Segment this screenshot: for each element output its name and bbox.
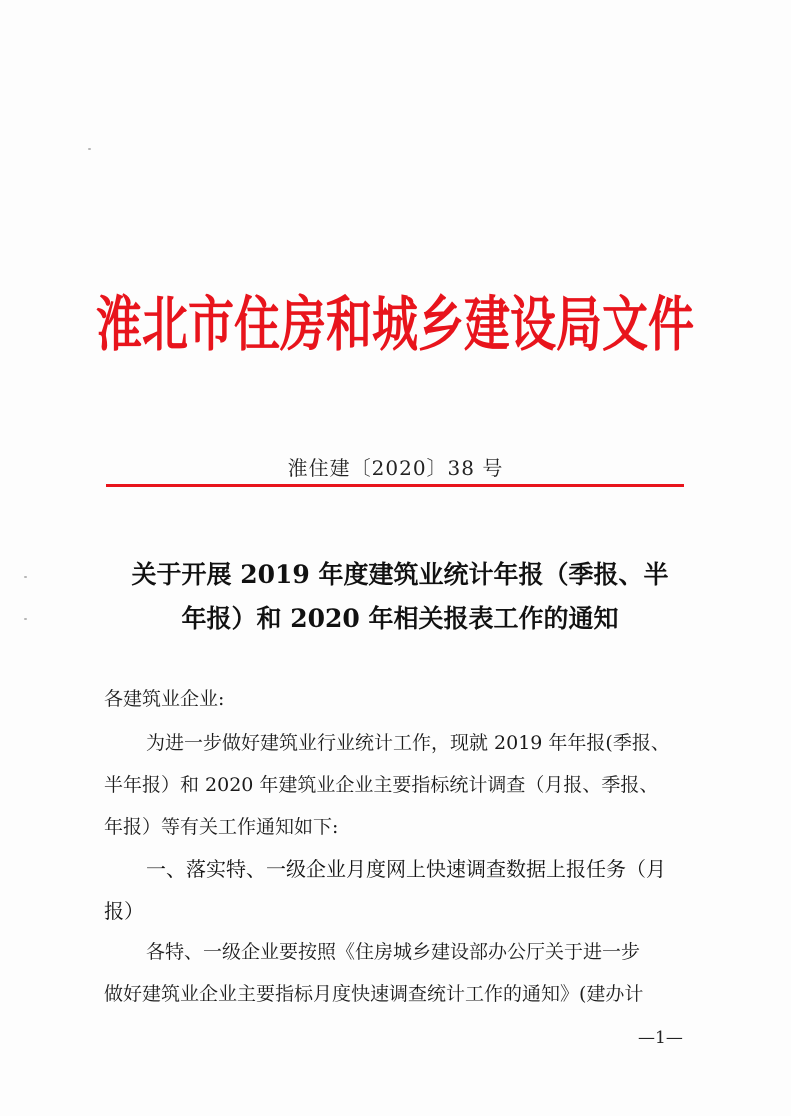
paragraph-2-line-1: 各特、一级企业要按照《住房城乡建设部办公厅关于进一步 [146,941,641,963]
issuer-heading: 淮北市住房和城乡建设局文件 [96,288,694,360]
scan-speck [24,576,27,578]
document-number: 淮住建〔2020〕38 号 [287,456,504,480]
page-number: —1— [638,1028,683,1048]
paragraph-1-line-3: 年报）等有关工作通知如下: [104,816,339,838]
title-line-2: 年报）和 2020 年相关报表工作的通知 [181,604,619,633]
paragraph-1-line-1: 为进一步做好建筑业行业统计工作，现就 2019 年年报(季报、 [146,732,670,754]
title-line-1: 关于开展 2019 年度建筑业统计年报（季报、半 [131,560,669,589]
section-1-heading-line-2: 报） [104,899,144,923]
red-divider-line [106,484,684,487]
paragraph-1-line-2: 半年报）和 2020 年建筑业企业主要指标统计调查（月报、季报、 [104,774,659,796]
section-1-heading-line-1: 一、落实特、一级企业月度网上快速调查数据上报任务（月 [146,857,666,881]
scan-speck [24,618,27,620]
salutation: 各建筑业企业: [104,688,225,710]
document-title [90,553,710,641]
paragraph-2-line-2: 做好建筑业企业主要指标月度快速调查统计工作的通知》(建办计 [104,983,644,1005]
scan-speck [88,148,91,150]
